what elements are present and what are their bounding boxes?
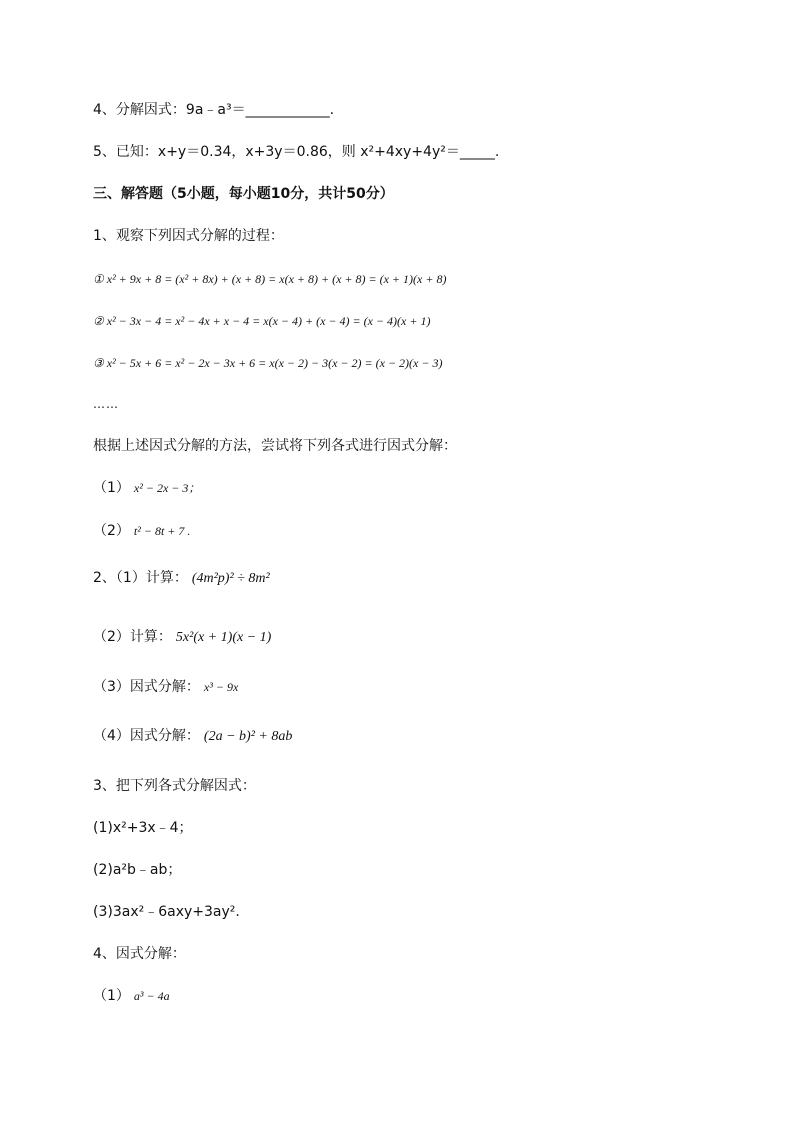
- problem-3-title: 3、把下列各式分解因式：: [93, 778, 256, 794]
- sub-label: （2）: [93, 523, 130, 539]
- sub-expression: x² − 2x − 3；: [133, 481, 201, 495]
- problem-3-sub-2: (2)a²b﹣ab；: [93, 862, 182, 878]
- sub-label: （1）: [93, 988, 130, 1004]
- problem-4-title: 4、因式分解：: [93, 946, 186, 962]
- sub-expression: (2a − b)² + 8ab: [203, 729, 293, 744]
- sub-label: （4）因式分解：: [93, 728, 200, 744]
- sub-expression: x³ − 9x: [203, 680, 239, 694]
- problem-1-sub-1: [93, 479, 200, 497]
- problem-1-instruction: 根据上述因式分解的方法，尝试将下列各式进行因式分解：: [93, 438, 457, 454]
- question-5-fill-blank: 5、已知：x+y＝0.34，x+3y＝0.86，则 x²+4xy+4y²＝_____.: [93, 144, 500, 160]
- problem-1-sub-2: [93, 522, 190, 540]
- problem-2-sub-4: [93, 727, 292, 746]
- ellipsis: ……: [93, 397, 119, 411]
- sub-label: （1）: [93, 480, 130, 496]
- sub-expression: t² − 8t + 7 .: [133, 524, 191, 538]
- problem-3-sub-3: (3)3ax²﹣6axy+3ay².: [93, 904, 240, 920]
- question-4-fill-blank: 4、分解因式：9a﹣a³＝____________.: [93, 102, 335, 118]
- problem-4-sub-1: [93, 987, 170, 1005]
- problem-1-example-2: ② x² − 3x − 4 = x² − 4x + x − 4 = x(x − 4) + (x − 4) = (x − 4)(x + 1): [93, 314, 431, 328]
- sub-label: 2、（1）计算：: [93, 570, 188, 586]
- problem-1-example-3: ③ x² − 5x + 6 = x² − 2x − 3x + 6 = x(x − 2) − 3(x − 2) = (x − 2)(x − 3): [93, 356, 443, 370]
- problem-2-sub-3: [93, 678, 238, 696]
- section-3-heading: 三、解答题（5小题，每小题10分，共计50分）: [93, 186, 394, 202]
- sub-expression: a³ − 4a: [133, 989, 170, 1003]
- problem-1-example-1: ① x² + 9x + 8 = (x² + 8x) + (x + 8) = x(x + 8) + (x + 8) = (x + 1)(x + 8): [93, 272, 447, 286]
- problem-2-sub-1: [93, 569, 270, 588]
- sub-label: （3）因式分解：: [93, 679, 200, 695]
- sub-label: （2）计算：: [93, 629, 172, 645]
- problem-1-title: 1、观察下列因式分解的过程：: [93, 228, 284, 244]
- problem-3-sub-1: (1)x²+3x﹣4；: [93, 820, 193, 836]
- problem-2-sub-2: [93, 628, 271, 647]
- sub-expression: (4m²p)² ÷ 8m²: [191, 571, 270, 586]
- sub-expression: 5x²(x + 1)(x − 1): [175, 630, 272, 645]
